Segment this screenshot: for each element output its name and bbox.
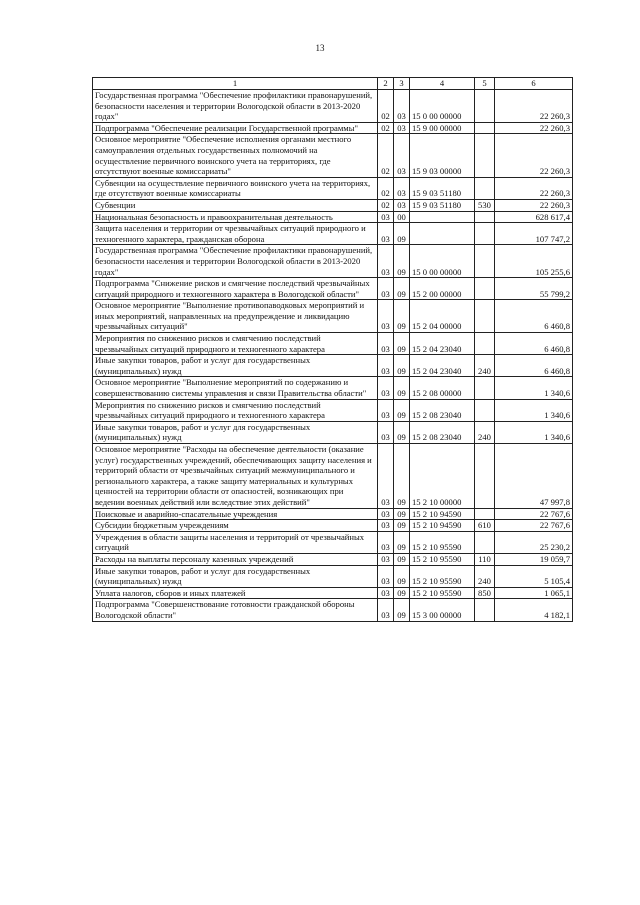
row-expense-type (475, 223, 495, 245)
row-expense-type (475, 278, 495, 300)
row-description: Расходы на выплаты персоналу казенных учреждений (93, 553, 378, 565)
row-section: 03 (378, 300, 394, 333)
row-expense-type (475, 245, 495, 278)
row-description: Основное мероприятие "Обеспечение исполнения органами местного самоуправления отдельных государственных полномочий на осуществление первичного воинского учета на территориях, где отсутствуют военные комиссариаты" (93, 134, 378, 177)
row-target-code: 15 2 04 23040 (410, 355, 475, 377)
row-subsection: 03 (394, 177, 410, 199)
table-row (93, 531, 573, 553)
row-target-code: 15 2 04 23040 (410, 333, 475, 355)
row-section: 03 (378, 223, 394, 245)
row-target-code: 15 2 10 94590 (410, 520, 475, 532)
row-expense-type: 850 (475, 587, 495, 599)
row-section: 03 (378, 333, 394, 355)
row-target-code: 15 2 10 95590 (410, 587, 475, 599)
row-section: 03 (378, 531, 394, 553)
header-cell: 1 (93, 78, 378, 90)
table-row (93, 245, 573, 278)
row-target-code: 15 2 08 00000 (410, 377, 475, 399)
row-expense-type (475, 599, 495, 621)
row-section: 03 (378, 520, 394, 532)
row-section: 03 (378, 444, 394, 509)
row-target-code: 15 2 10 95590 (410, 553, 475, 565)
row-amount: 55 799,2 (495, 278, 573, 300)
row-section: 02 (378, 199, 394, 211)
row-target-code: 15 0 00 00000 (410, 90, 475, 123)
row-amount: 6 460,8 (495, 333, 573, 355)
row-section: 03 (378, 355, 394, 377)
header-row (93, 78, 573, 90)
row-amount: 5 105,4 (495, 565, 573, 587)
row-target-code: 15 2 08 23040 (410, 399, 475, 421)
row-description: Защита населения и территории от чрезвычайных ситуаций природного и техногенного характера, гражданская оборона (93, 223, 378, 245)
row-target-code (410, 223, 475, 245)
row-target-code: 15 2 10 00000 (410, 444, 475, 509)
row-amount: 6 460,8 (495, 355, 573, 377)
table-row (93, 90, 573, 123)
row-section: 03 (378, 421, 394, 443)
row-subsection: 09 (394, 565, 410, 587)
row-section: 03 (378, 399, 394, 421)
row-subsection: 09 (394, 300, 410, 333)
row-expense-type (475, 399, 495, 421)
row-subsection: 09 (394, 520, 410, 532)
row-section: 03 (378, 211, 394, 223)
page-number: 13 (315, 43, 325, 53)
row-subsection: 09 (394, 399, 410, 421)
table-row (93, 122, 573, 134)
row-section: 03 (378, 587, 394, 599)
row-description: Субсидии бюджетным учреждениям (93, 520, 378, 532)
row-description: Основное мероприятие "Выполнение мероприятий по содержанию и совершенствованию системы управления и связи Правительства области" (93, 377, 378, 399)
row-subsection: 03 (394, 199, 410, 211)
row-subsection: 09 (394, 278, 410, 300)
row-amount: 1 340,6 (495, 399, 573, 421)
row-expense-type (475, 177, 495, 199)
budget-table (92, 77, 573, 622)
row-expense-type: 240 (475, 421, 495, 443)
table-row (93, 199, 573, 211)
row-expense-type (475, 90, 495, 123)
table-body (93, 90, 573, 622)
row-expense-type (475, 508, 495, 520)
row-section: 03 (378, 377, 394, 399)
table-row (93, 300, 573, 333)
row-subsection: 09 (394, 355, 410, 377)
row-expense-type: 530 (475, 199, 495, 211)
row-description: Подпрограмма "Снижение рисков и смягчение последствий чрезвычайных ситуаций природного и техногенного характера в Вологодской области" (93, 278, 378, 300)
header-cell: 4 (410, 78, 475, 90)
header-cell: 3 (394, 78, 410, 90)
row-section: 03 (378, 553, 394, 565)
row-subsection: 09 (394, 377, 410, 399)
row-subsection: 09 (394, 444, 410, 509)
row-target-code: 15 2 10 95590 (410, 565, 475, 587)
row-amount: 628 617,4 (495, 211, 573, 223)
row-expense-type: 610 (475, 520, 495, 532)
row-target-code (410, 211, 475, 223)
table-row (93, 565, 573, 587)
row-section: 03 (378, 245, 394, 278)
row-description: Учреждения в области защиты населения и территорий от чрезвычайных ситуаций (93, 531, 378, 553)
table-row (93, 355, 573, 377)
table-row (93, 587, 573, 599)
row-subsection: 09 (394, 587, 410, 599)
row-target-code: 15 9 03 51180 (410, 199, 475, 211)
row-description: Мероприятия по снижению рисков и смягчению последствий чрезвычайных ситуаций природного и техногенного характера (93, 399, 378, 421)
row-subsection: 00 (394, 211, 410, 223)
table-header (93, 78, 573, 90)
row-subsection: 09 (394, 553, 410, 565)
row-description: Поисковые и аварийно-спасательные учреждения (93, 508, 378, 520)
row-section: 02 (378, 134, 394, 177)
row-amount: 6 460,8 (495, 300, 573, 333)
table-row (93, 278, 573, 300)
table-row (93, 211, 573, 223)
table-row (93, 177, 573, 199)
row-expense-type (475, 531, 495, 553)
row-amount: 22 767,6 (495, 508, 573, 520)
row-expense-type (475, 211, 495, 223)
row-expense-type: 240 (475, 355, 495, 377)
row-expense-type (475, 122, 495, 134)
row-amount: 19 059,7 (495, 553, 573, 565)
row-section: 03 (378, 565, 394, 587)
row-section: 02 (378, 177, 394, 199)
row-target-code: 15 2 00 00000 (410, 278, 475, 300)
header-cell: 2 (378, 78, 394, 90)
table-row (93, 134, 573, 177)
row-section: 02 (378, 122, 394, 134)
row-target-code: 15 2 04 00000 (410, 300, 475, 333)
row-subsection: 09 (394, 333, 410, 355)
table-row (93, 508, 573, 520)
row-amount: 22 260,3 (495, 122, 573, 134)
row-section: 03 (378, 599, 394, 621)
row-section: 03 (378, 508, 394, 520)
row-subsection: 03 (394, 122, 410, 134)
row-amount: 107 747,2 (495, 223, 573, 245)
header-cell: 6 (495, 78, 573, 90)
row-amount: 4 182,1 (495, 599, 573, 621)
row-subsection: 09 (394, 531, 410, 553)
row-section: 02 (378, 90, 394, 123)
row-subsection: 09 (394, 245, 410, 278)
row-description: Субвенции (93, 199, 378, 211)
row-amount: 105 255,6 (495, 245, 573, 278)
row-description: Иные закупки товаров, работ и услуг для государственных (муниципальных) нужд (93, 565, 378, 587)
table-row (93, 377, 573, 399)
row-subsection: 09 (394, 599, 410, 621)
row-description: Мероприятия по снижению рисков и смягчению последствий чрезвычайных ситуаций природного и техногенного характера (93, 333, 378, 355)
row-target-code: 15 9 03 00000 (410, 134, 475, 177)
table-row (93, 599, 573, 621)
table-row (93, 333, 573, 355)
row-description: Уплата налогов, сборов и иных платежей (93, 587, 378, 599)
table-row (93, 223, 573, 245)
table-row (93, 553, 573, 565)
row-amount: 1 340,6 (495, 377, 573, 399)
row-subsection: 03 (394, 134, 410, 177)
row-expense-type (475, 134, 495, 177)
row-description: Иные закупки товаров, работ и услуг для государственных (муниципальных) нужд (93, 355, 378, 377)
row-expense-type: 110 (475, 553, 495, 565)
row-expense-type (475, 377, 495, 399)
row-target-code: 15 2 10 94590 (410, 508, 475, 520)
row-description: Основное мероприятие "Выполнение противопаводковых мероприятий и иных мероприятий, направленных на предупреждение и ликвидацию чрезвычайных ситуаций" (93, 300, 378, 333)
table-row (93, 421, 573, 443)
row-subsection: 03 (394, 90, 410, 123)
row-description: Субвенции на осуществление первичного воинского учета на территориях, где отсутствуют военные комиссариаты (93, 177, 378, 199)
row-target-code: 15 0 00 00000 (410, 245, 475, 278)
row-expense-type (475, 300, 495, 333)
row-description: Иные закупки товаров, работ и услуг для государственных (муниципальных) нужд (93, 421, 378, 443)
row-subsection: 09 (394, 508, 410, 520)
row-amount: 22 260,3 (495, 134, 573, 177)
row-target-code: 15 9 00 00000 (410, 122, 475, 134)
table-row (93, 520, 573, 532)
row-target-code: 15 9 03 51180 (410, 177, 475, 199)
row-amount: 25 230,2 (495, 531, 573, 553)
row-description: Государственная программа "Обеспечение профилактики правонарушений, безопасности населения и территории Вологодской области в 2013-2020 годах" (93, 90, 378, 123)
row-expense-type (475, 444, 495, 509)
row-section: 03 (378, 278, 394, 300)
row-description: Основное мероприятие "Расходы на обеспечение деятельности (оказание услуг) государственных учреждений, обеспечивающих защиту населения и территорий области от чрезвычайных ситуаций межмуниципального и регионального характера, а также защиту материальных и культурных ценностей на территории области от опасностей, возникающих при ведении военных действий или вследствие этих действий" (93, 444, 378, 509)
row-description: Государственная программа "Обеспечение профилактики правонарушений, безопасности населения и территории Вологодской области в 2013-2020 годах" (93, 245, 378, 278)
row-target-code: 15 2 10 95590 (410, 531, 475, 553)
row-amount: 1 065,1 (495, 587, 573, 599)
row-subsection: 09 (394, 223, 410, 245)
row-amount: 22 260,3 (495, 177, 573, 199)
row-expense-type (475, 333, 495, 355)
header-cell: 5 (475, 78, 495, 90)
row-description: Национальная безопасность и правоохранительная деятельность (93, 211, 378, 223)
row-amount: 1 340,6 (495, 421, 573, 443)
table-row (93, 444, 573, 509)
row-description: Подпрограмма "Обеспечение реализации Государственной программы" (93, 122, 378, 134)
row-target-code: 15 3 00 00000 (410, 599, 475, 621)
row-expense-type: 240 (475, 565, 495, 587)
row-amount: 22 260,3 (495, 199, 573, 211)
row-description: Подпрограмма "Совершенствование готовности гражданской обороны Вологодской области" (93, 599, 378, 621)
table-row (93, 399, 573, 421)
row-amount: 47 997,8 (495, 444, 573, 509)
row-subsection: 09 (394, 421, 410, 443)
row-target-code: 15 2 08 23040 (410, 421, 475, 443)
row-amount: 22 260,3 (495, 90, 573, 123)
row-amount: 22 767,6 (495, 520, 573, 532)
